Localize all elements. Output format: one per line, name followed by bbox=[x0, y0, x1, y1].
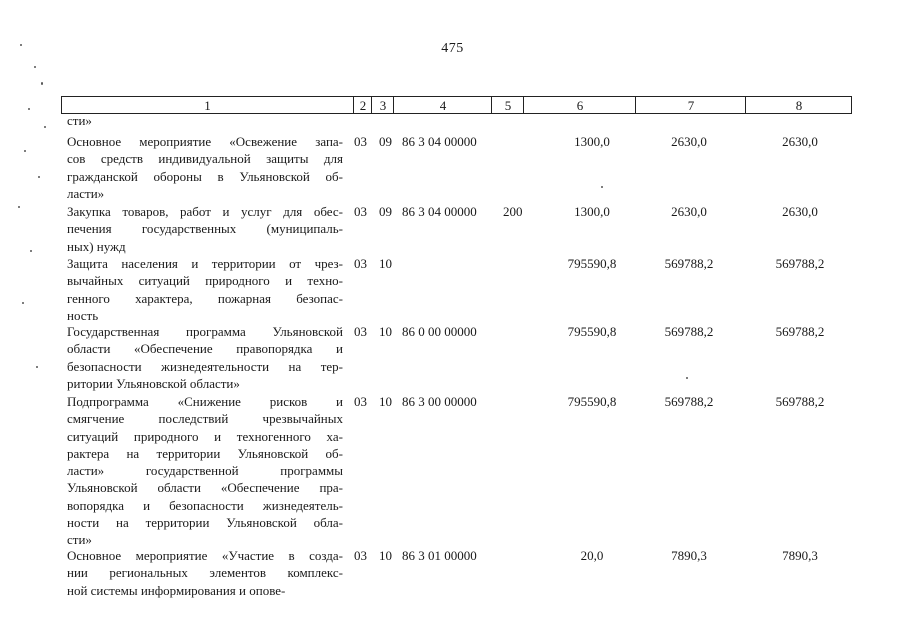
amount-col-8: 569788,2 bbox=[775, 256, 825, 271]
description-line: ности на территории Ульяновской обла- bbox=[67, 515, 343, 531]
section-code: 03 bbox=[354, 256, 367, 271]
description-line: ритории Ульяновской области» bbox=[67, 375, 240, 391]
amount-col-7: 569788,2 bbox=[664, 394, 714, 409]
subsection-code: 10 bbox=[379, 256, 392, 271]
subsection-code: 10 bbox=[379, 548, 392, 563]
description-line: ных) нужд bbox=[67, 238, 126, 254]
amount-col-6: 1300,0 bbox=[574, 134, 610, 149]
section-code: 03 bbox=[354, 134, 367, 149]
column-header-6: 6 bbox=[523, 97, 636, 113]
row-description bbox=[67, 255, 343, 324]
description-line: Закупка товаров, работ и услуг для обес- bbox=[67, 204, 343, 219]
amount-col-6: 795590,8 bbox=[567, 256, 617, 271]
row-description bbox=[67, 547, 343, 599]
amount-col-8: 569788,2 bbox=[775, 324, 825, 339]
description-line: безопасности жизнедеятельности на тер- bbox=[67, 358, 343, 374]
subsection-code: 10 bbox=[379, 324, 392, 339]
target-article-code: 86 3 00 00000 bbox=[402, 394, 477, 409]
description-line: ситуаций природного и техногенного ха- bbox=[67, 428, 343, 444]
description-line: Основное мероприятие «Освежение запа- bbox=[67, 134, 343, 149]
description-line: ность bbox=[67, 307, 99, 323]
description-line: ной системы информирования и опове- bbox=[67, 582, 286, 598]
description-line: ласти» государственной программы bbox=[67, 463, 343, 479]
subsection-code: 10 bbox=[379, 394, 392, 409]
description-line: Основное мероприятие «Участие в созда- bbox=[67, 548, 343, 563]
amount-col-7: 569788,2 bbox=[664, 324, 714, 339]
amount-col-8: 2630,0 bbox=[782, 204, 818, 219]
description-line: сов средств индивидуальной защиты для bbox=[67, 151, 343, 167]
section-code: 03 bbox=[354, 394, 367, 409]
amount-col-8: 7890,3 bbox=[782, 548, 818, 563]
description-line: печения государственных (муниципаль- bbox=[67, 221, 343, 237]
column-header-1: 1 bbox=[204, 98, 211, 113]
amount-col-6: 795590,8 bbox=[567, 394, 617, 409]
target-article-code: 86 3 04 00000 bbox=[402, 204, 477, 219]
description-line: вопорядка и безопасности жизнедеятель- bbox=[67, 497, 343, 513]
description-line: Подпрограмма «Снижение рисков и bbox=[67, 394, 343, 409]
amount-col-7: 7890,3 bbox=[671, 548, 707, 563]
column-header-3: 3 bbox=[371, 97, 394, 113]
description-line: Государственная программа Ульяновской bbox=[67, 324, 343, 339]
description-line: вычайных ситуаций природного и техно- bbox=[67, 273, 343, 289]
amount-col-7: 2630,0 bbox=[671, 204, 707, 219]
amount-col-7: 2630,0 bbox=[671, 134, 707, 149]
amount-col-6: 1300,0 bbox=[574, 204, 610, 219]
row-description bbox=[67, 393, 343, 549]
description-line: Ульяновской области «Обеспечение пра- bbox=[67, 480, 343, 496]
continued-text: сти» bbox=[67, 113, 92, 128]
amount-col-8: 2630,0 bbox=[782, 134, 818, 149]
column-header-2: 2 bbox=[353, 97, 372, 113]
page-number: 475 bbox=[441, 41, 464, 56]
row-description bbox=[67, 133, 343, 202]
section-code: 03 bbox=[354, 324, 367, 339]
amount-col-8: 569788,2 bbox=[775, 394, 825, 409]
description-line: нии региональных элементов комплекс- bbox=[67, 565, 343, 581]
target-article-code: 86 3 01 00000 bbox=[402, 548, 477, 563]
section-code: 03 bbox=[354, 204, 367, 219]
column-header-7: 7 bbox=[635, 97, 746, 113]
row-description bbox=[67, 323, 343, 392]
description-line: сти» bbox=[67, 532, 92, 548]
column-header-5: 5 bbox=[491, 97, 524, 113]
description-line: рактера на территории Ульяновской об- bbox=[67, 445, 343, 461]
amount-col-6: 20,0 bbox=[580, 548, 604, 563]
target-article-code: 86 0 00 00000 bbox=[402, 324, 477, 339]
description-line: гражданской обороны в Ульяновской об- bbox=[67, 168, 343, 184]
column-header-8: 8 bbox=[745, 97, 852, 113]
description-line: генного характера, пожарная безопас- bbox=[67, 290, 343, 306]
subsection-code: 09 bbox=[379, 204, 392, 219]
description-line: смягчение последствий чрезвычайных bbox=[67, 411, 343, 427]
subsection-code: 09 bbox=[379, 134, 392, 149]
column-header-4: 4 bbox=[393, 97, 492, 113]
target-article-code: 86 3 04 00000 bbox=[402, 134, 477, 149]
expense-type-code: 200 bbox=[503, 204, 523, 219]
description-line: области «Обеспечение правопорядка и bbox=[67, 341, 343, 357]
description-line: ласти» bbox=[67, 185, 105, 201]
amount-col-6: 795590,8 bbox=[567, 324, 617, 339]
amount-col-7: 569788,2 bbox=[664, 256, 714, 271]
row-description bbox=[67, 203, 343, 255]
description-line: Защита населения и территории от чрез- bbox=[67, 256, 343, 271]
section-code: 03 bbox=[354, 548, 367, 563]
